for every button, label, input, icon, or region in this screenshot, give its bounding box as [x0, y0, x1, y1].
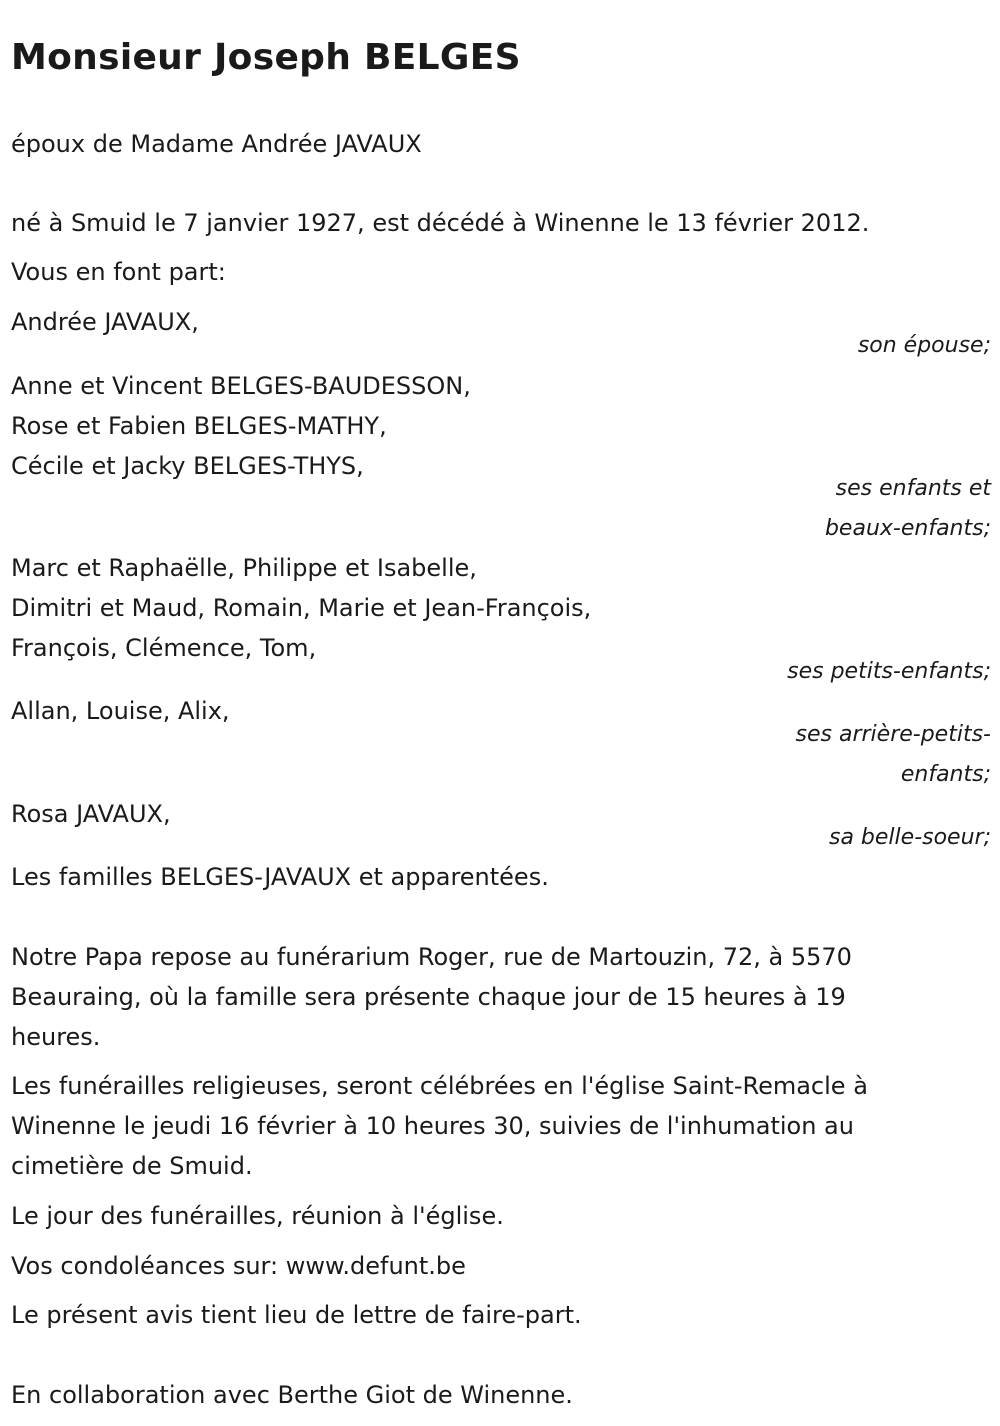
- relation-label-text: beaux-enfants;: [824, 516, 991, 541]
- paragraph-line: heures.: [11, 1023, 101, 1051]
- paragraph-line: Beauraing, où la famille sera présente chaque jour de 15 heures à 19: [11, 983, 846, 1011]
- mourner-name: Dimitri et Maud, Romain, Marie et Jean-François,: [11, 594, 592, 622]
- notice-line: Le présent avis tient lieu de lettre de faire-part.: [11, 1301, 582, 1329]
- relation-label-grandchildren: [787, 652, 991, 692]
- mourner-group-children: [11, 366, 471, 486]
- relation-label-text: ses petits-enfants;: [787, 659, 991, 684]
- reunion-line: Le jour des funérailles, réunion à l'église.: [11, 1202, 504, 1230]
- relation-label-sister-in-law: [829, 818, 991, 858]
- relation-label-great-grandchildren: [796, 715, 991, 795]
- collaboration-line: En collaboration avec Berthe Giot de Winenne.: [11, 1381, 573, 1409]
- repose-paragraph: [11, 937, 971, 1057]
- spouse-line: époux de Madame Andrée JAVAUX: [11, 130, 422, 158]
- deceased-name-title: Monsieur Joseph BELGES: [11, 37, 521, 78]
- mourner-name: Marc et Raphaëlle, Philippe et Isabelle,: [11, 554, 477, 582]
- mourner-group-spouse: [11, 302, 199, 342]
- relation-label-spouse: [858, 326, 991, 366]
- relation-label-text: sa belle-soeur;: [829, 825, 991, 850]
- mourner-group-great-grandchildren: [11, 691, 230, 731]
- mourner-group-sister-in-law: [11, 794, 171, 834]
- mourner-name: Rose et Fabien BELGES-MATHY,: [11, 412, 387, 440]
- mourner-name: Rosa JAVAUX,: [11, 800, 171, 828]
- mourner-name: Allan, Louise, Alix,: [11, 697, 230, 725]
- relation-label-text: ses enfants et: [835, 476, 991, 501]
- relation-label-children: [825, 469, 991, 549]
- mourner-name: François, Clémence, Tom,: [11, 634, 317, 662]
- birth-death-line: né à Smuid le 7 janvier 1927, est décédé à Winenne le 13 février 2012.: [11, 209, 870, 237]
- paragraph-line: Notre Papa repose au funérarium Roger, rue de Martouzin, 72, à 5570: [11, 943, 852, 971]
- mourner-name: Andrée JAVAUX,: [11, 308, 199, 336]
- paragraph-line: Winenne le jeudi 16 février à 10 heures 30, suivies de l'inhumation au: [11, 1112, 854, 1140]
- paragraph-line: cimetière de Smuid.: [11, 1152, 253, 1180]
- funeral-paragraph: [11, 1066, 971, 1186]
- mourner-name: Anne et Vincent BELGES-BAUDESSON,: [11, 372, 471, 400]
- relation-label-text: enfants;: [900, 762, 991, 787]
- mourner-name: Cécile et Jacky BELGES-THYS,: [11, 452, 364, 480]
- announce-line: Vous en font part:: [11, 258, 226, 286]
- relation-label-text: son épouse;: [857, 333, 991, 358]
- relation-label-text: ses arrière-petits-: [795, 722, 991, 747]
- families-line: Les familles BELGES-JAVAUX et apparentées.: [11, 863, 549, 891]
- condolences-line: Vos condoléances sur: www.defunt.be: [11, 1252, 466, 1280]
- mourner-group-grandchildren: [11, 548, 591, 668]
- paragraph-line: Les funérailles religieuses, seront célébrées en l'église Saint-Remacle à: [11, 1072, 868, 1100]
